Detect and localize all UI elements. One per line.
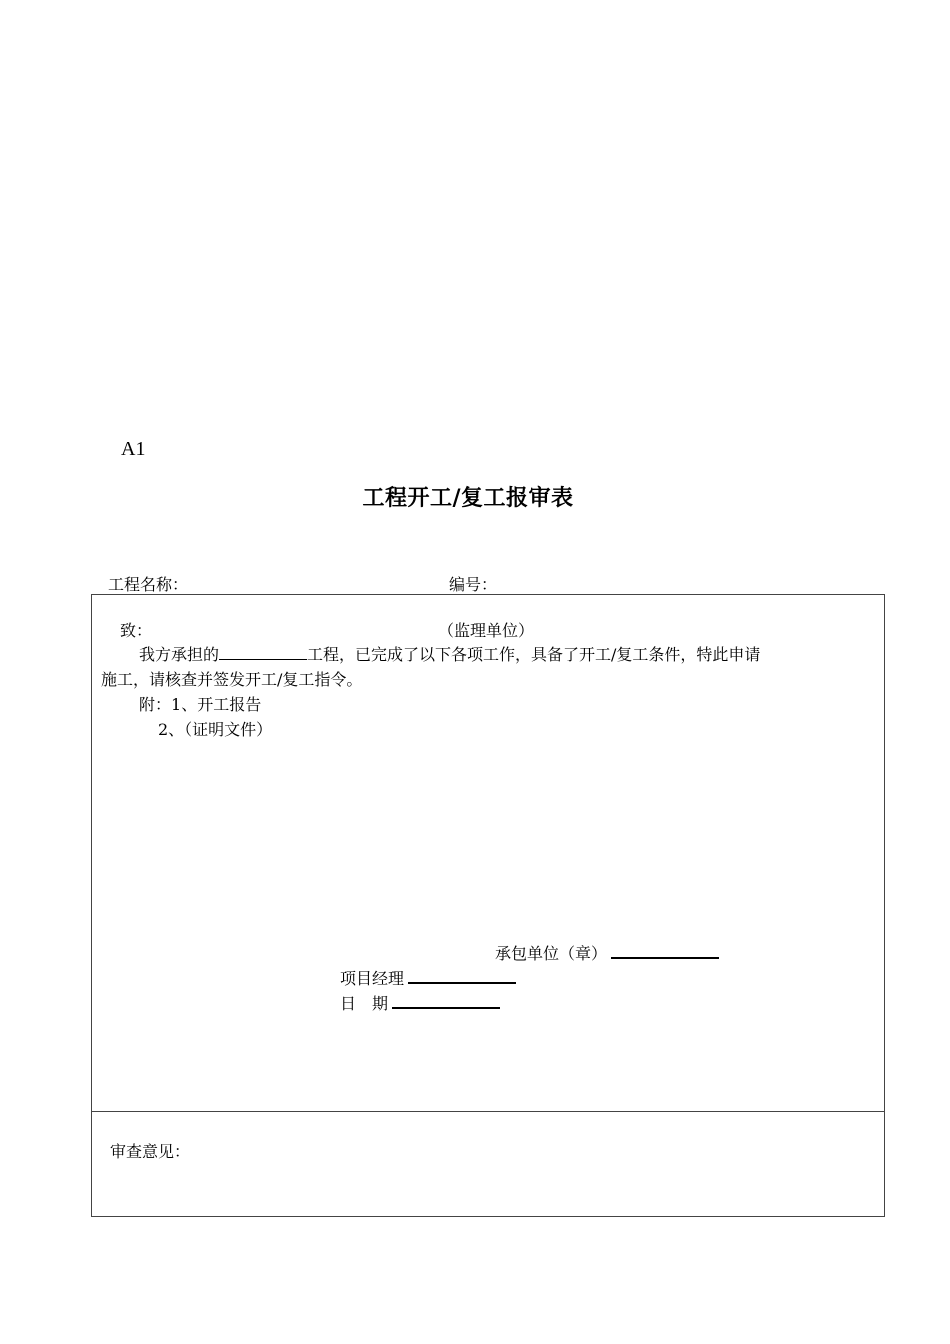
contractor-label: 承包单位（章） (495, 944, 608, 963)
review-opinion-label: 审查意见： (110, 1142, 191, 1161)
form-title: 工程开工/复工报审表 (362, 485, 574, 511)
attachments-label: 附： (139, 695, 172, 714)
statement-line-2: 施工，请核查并签发开工/复工指令。 (101, 670, 363, 689)
project-manager-label: 项目经理 (340, 969, 405, 988)
statement-part-1: 我方承担的 (139, 645, 220, 664)
to-label: 致： (120, 621, 153, 640)
contractor-signature-line[interactable] (611, 945, 719, 959)
section-divider (92, 1111, 884, 1112)
project-manager-signature-line[interactable] (408, 970, 516, 984)
form-code: A1 (121, 438, 146, 460)
attachment-1-text: 1、开工报告 (171, 695, 262, 714)
date-row (340, 991, 500, 1014)
attachment-item-1 (139, 692, 261, 715)
project-manager-row (340, 966, 516, 989)
attachment-item-2: 2、（证明文件） (158, 720, 273, 739)
date-line[interactable] (392, 995, 500, 1009)
project-blank[interactable] (219, 645, 307, 660)
statement-part-2: 工程，已完成了以下各项工作，具备了开工/复工条件，特此申请 (307, 645, 761, 664)
contractor-signature-row (495, 941, 719, 964)
statement-line-1 (139, 642, 760, 665)
date-label: 日 期 (340, 994, 389, 1013)
number-label: 编号： (449, 575, 498, 594)
project-name-label: 工程名称： (108, 575, 189, 594)
supervisor-unit-label: （监理单位） (438, 621, 535, 640)
